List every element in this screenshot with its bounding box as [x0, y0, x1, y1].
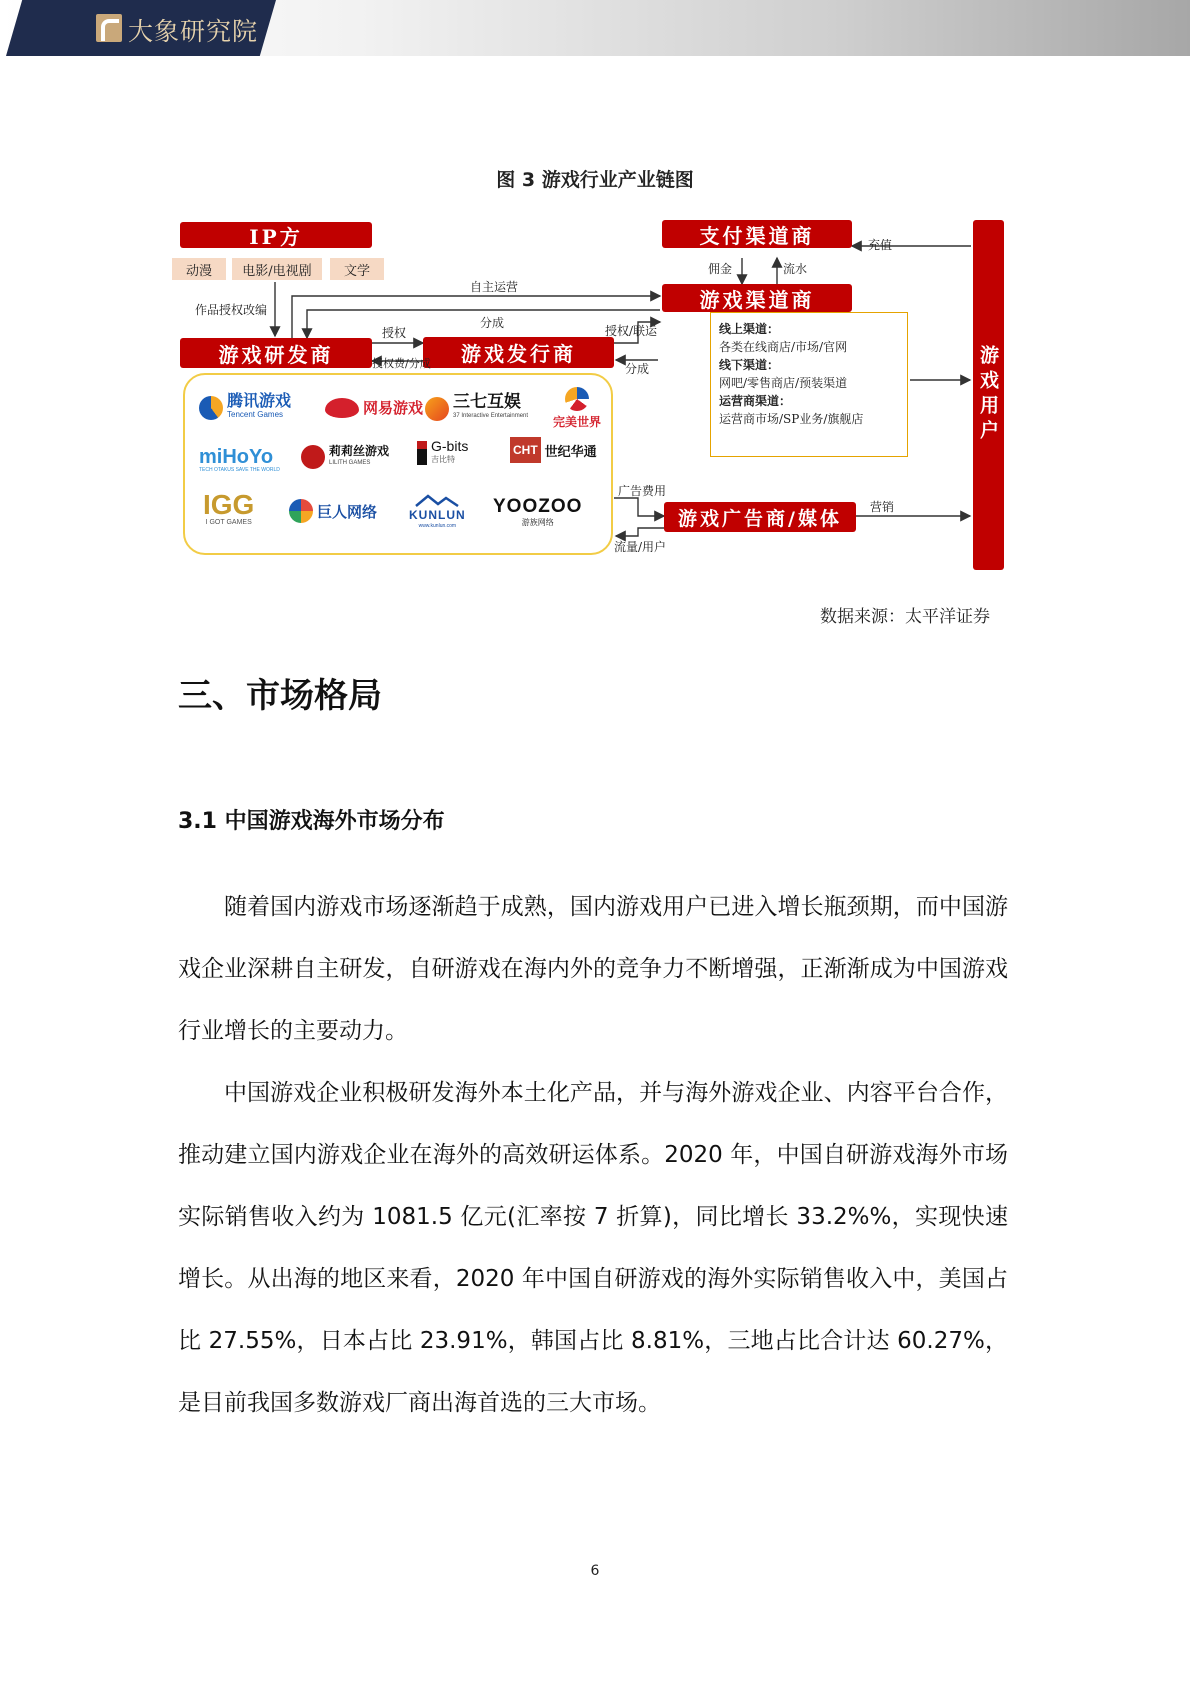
- ip-box: IP方: [180, 222, 372, 248]
- 37-interactive-icon: [425, 397, 449, 421]
- logo-perfect-world: [553, 387, 601, 430]
- ip-tag-film: 电影/电视剧: [232, 258, 322, 280]
- kunlun-mountain-icon: [414, 493, 460, 507]
- game-channel-box: 游戏渠道商: [662, 284, 852, 312]
- ad-media-box: 游戏广告商/媒体: [664, 502, 856, 532]
- logo-37: [425, 392, 529, 423]
- logo-kunlun-sub: www.kunlun.com: [418, 523, 457, 529]
- logo-kunlun-name: KUNLUN: [409, 508, 466, 522]
- figure-title: 图 3 游戏行业产业链图: [496, 169, 694, 191]
- paragraph-2: 中国游戏企业积极研发海外本土化产品，并与海外游戏企业、内容平台合作，推动建立国内游戏企业在海外的高效研运体系。2020 年，中国自研游戏海外市场实际销售收入约为 1081.5 亿元(汇率按 7 折算)，同比增长 33.2%%，实现快速增长。从出海的地区来看，2020 年中国自研游戏的海外实际销售收入中，美国占比 27.55%，日本占比 23.91%，韩国占比 8.81%，三地占比合计达 60.27%，是目前我国多数游戏厂商出海首选的三大市场。: [178, 1080, 1008, 1416]
- logo-tencent-name: 腾讯游戏: [227, 393, 292, 410]
- logo-mihoyo-name: miHoYo: [199, 446, 274, 468]
- logo-mihoyo: [199, 447, 280, 473]
- logo-igg-sub: I GOT GAMES: [205, 519, 252, 526]
- logo-lilith-name: 莉莉丝游戏: [329, 444, 390, 458]
- logo-gbits-sub: 吉比特: [431, 455, 455, 464]
- logo-netease: [325, 397, 423, 418]
- game-user-box: 游戏用户: [973, 220, 1004, 570]
- label-license-fee: 授权费/分成: [372, 357, 431, 370]
- label-split-1: 分成: [480, 316, 505, 330]
- operator-channel-text: 运营商市场/SP业务/旗舰店: [719, 412, 864, 426]
- logo-netease-name: 网易游戏: [363, 400, 424, 417]
- label-marketing: 营销: [870, 500, 895, 514]
- logo-37-sub: 37 Interactive Entertainment: [453, 413, 529, 419]
- logo-yoozoo: [493, 497, 582, 528]
- label-license: 授权: [382, 326, 407, 340]
- logo-37-name: 三七互娱: [453, 392, 521, 411]
- ip-tag-literature: 文学: [330, 258, 384, 280]
- logo-igg: [203, 491, 254, 526]
- company-logo-panel: [183, 373, 613, 555]
- channel-detail-box: [710, 312, 908, 457]
- industry-chain-diagram: [180, 223, 1020, 610]
- subsection-heading: 3.1 中国游戏海外市场分布: [178, 809, 445, 834]
- logo-mihoyo-sub: TECH OTAKUS SAVE THE WORLD: [199, 467, 280, 473]
- logo-cht-name: 世纪华通: [544, 443, 597, 459]
- figure-source: 数据来源：太平洋证券: [820, 607, 990, 627]
- online-channel-title: 线上渠道：: [719, 322, 780, 336]
- logo-cht: [510, 437, 597, 463]
- offline-channel-title: 线下渠道：: [719, 358, 780, 372]
- logo-lilith: [301, 445, 389, 469]
- paragraph-1: 随着国内游戏市场逐渐趋于成熟，国内游戏用户已进入增长瓶颈期，而中国游戏企业深耕自主研发，自研游戏在海内外的竞争力不断增强，正渐渐成为中国游戏行业增长的主要动力。: [178, 894, 1008, 1044]
- logo-gbits: [417, 439, 468, 467]
- publisher-box: 游戏发行商: [423, 337, 614, 368]
- ip-tag-anime: 动漫: [172, 258, 226, 280]
- logo-yoozoo-sub: 游族网络: [521, 518, 554, 527]
- logo-igg-name: IGG: [203, 489, 255, 520]
- logo-lilith-sub: LILITH GAMES: [329, 460, 371, 466]
- lilith-icon: [301, 445, 325, 469]
- header-title: 大象研究院: [128, 17, 259, 46]
- logo-yoozoo-name: YOOZOO: [493, 496, 583, 517]
- label-commission: 佣金: [708, 262, 733, 276]
- logo-tencent-sub: Tencent Games: [227, 410, 284, 419]
- logo-giant-name: 巨人网络: [317, 503, 378, 521]
- label-license-joint: 授权/联运: [605, 324, 658, 338]
- logo-perfect-world-name: 完美世界: [553, 415, 602, 429]
- payment-channel-box: 支付渠道商: [662, 220, 852, 248]
- logo-tencent: [199, 395, 291, 421]
- label-adaptation: 作品授权改编: [195, 303, 268, 317]
- tencent-games-icon: [199, 396, 223, 420]
- label-self-operate: 自主运营: [470, 280, 519, 294]
- label-traffic: 流量/用户: [614, 540, 667, 554]
- developer-box: 游戏研发商: [180, 338, 372, 368]
- logo-gbits-name: G-bits: [431, 438, 469, 454]
- label-recharge: 充值: [868, 238, 893, 252]
- online-channel-text: 各类在线商店/市场/官网: [719, 340, 848, 354]
- label-split-2: 分成: [625, 362, 650, 376]
- brand-logo-icon: [96, 14, 122, 42]
- logo-kunlun: [409, 493, 466, 529]
- netease-icon: [325, 398, 359, 418]
- label-ad-fee: 广告费用: [618, 484, 667, 498]
- gbits-icon: [417, 441, 427, 465]
- page-number: 6: [590, 1563, 600, 1579]
- section-heading: 三、市场格局: [178, 676, 382, 716]
- giant-network-icon: [289, 499, 313, 523]
- perfect-world-icon: [565, 387, 589, 411]
- label-turnover: 流水: [783, 262, 808, 276]
- operator-channel-title: 运营商渠道：: [719, 394, 792, 408]
- offline-channel-text: 网吧/零售商店/预装渠道: [719, 376, 848, 390]
- logo-giant: [289, 499, 377, 523]
- logo-cht-sub: CHT: [510, 437, 541, 463]
